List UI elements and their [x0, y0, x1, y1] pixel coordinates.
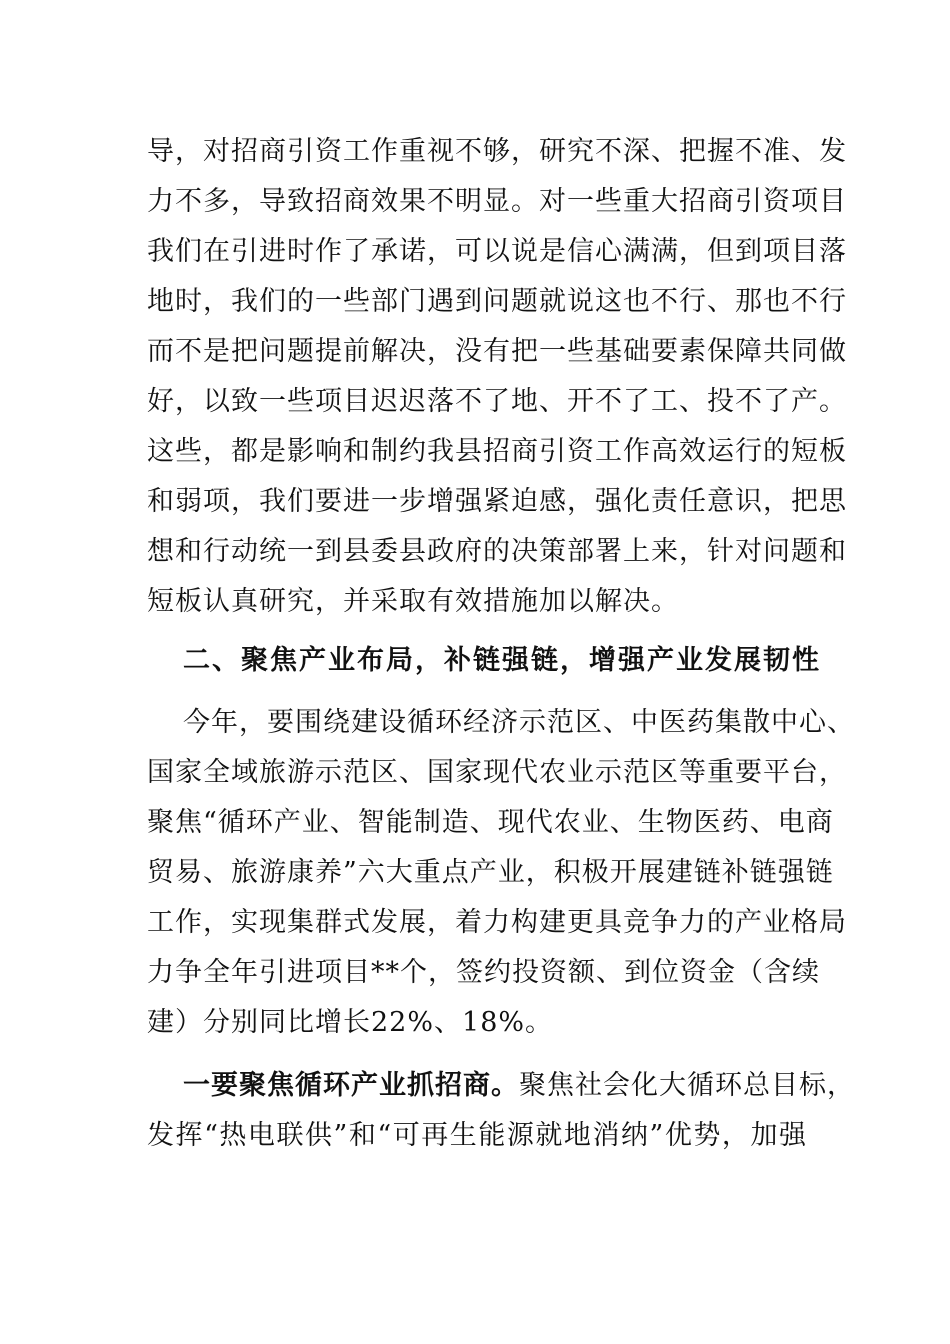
body-text-line: 而不是把问题提前解决，没有把一些基础要素保障共同做: [147, 336, 847, 367]
body-text-line: [183, 1066, 855, 1106]
body-text-line: 发挥“热电联供”和“可再生能源就地消纳”优势，加强: [147, 1120, 807, 1151]
body-text-line: 力争全年引进项目**个，签约投资额、到位资金（含续: [147, 957, 820, 988]
body-text-line: 导，对招商引资工作重视不够，研究不深、把握不准、发: [147, 136, 847, 167]
body-text-line: 好，以致一些项目迟迟落不了地、开不了工、投不了产。: [147, 386, 847, 417]
body-text-line: 和弱项，我们要进一步增强紧迫感，强化责任意识，把思: [147, 486, 847, 517]
body-text-line: 力不多，导致招商效果不明显。对一些重大招商引资项目: [147, 186, 847, 217]
body-text-line: 今年，要围绕建设循环经济示范区、中医药集散中心、: [183, 707, 855, 738]
body-text-line: 贸易、旅游康养”六大重点产业，积极开展建链补链强链: [147, 857, 834, 888]
body-text-line: 短板认真研究，并采取有效措施加以解决。: [147, 586, 679, 617]
bold-lead-text: 一要聚焦循环产业抓招商。: [183, 1070, 519, 1101]
body-text-line: 我们在引进时作了承诺，可以说是信心满满，但到项目落: [147, 236, 847, 267]
section-heading: 二、聚焦产业布局，补链强链，增强产业发展韧性: [183, 645, 821, 676]
body-text-line: 这些，都是影响和制约我县招商引资工作高效运行的短板: [147, 436, 847, 467]
body-text-line: 工作，实现集群式发展，着力构建更具竞争力的产业格局: [147, 907, 847, 938]
body-text-line: 聚焦“循环产业、智能制造、现代农业、生物医药、电商: [147, 807, 834, 838]
body-text-line: 想和行动统一到县委县政府的决策部署上来，针对问题和: [147, 536, 847, 567]
body-text-line: 国家全域旅游示范区、国家现代农业示范区等重要平台，: [147, 757, 847, 788]
body-text-span: 聚焦社会化大循环总目标，: [519, 1070, 855, 1101]
body-text-line: 建）分别同比增长22%、18%。: [147, 1007, 554, 1038]
body-text-line: 地时，我们的一些部门遇到问题就说这也不行、那也不行: [147, 286, 847, 317]
